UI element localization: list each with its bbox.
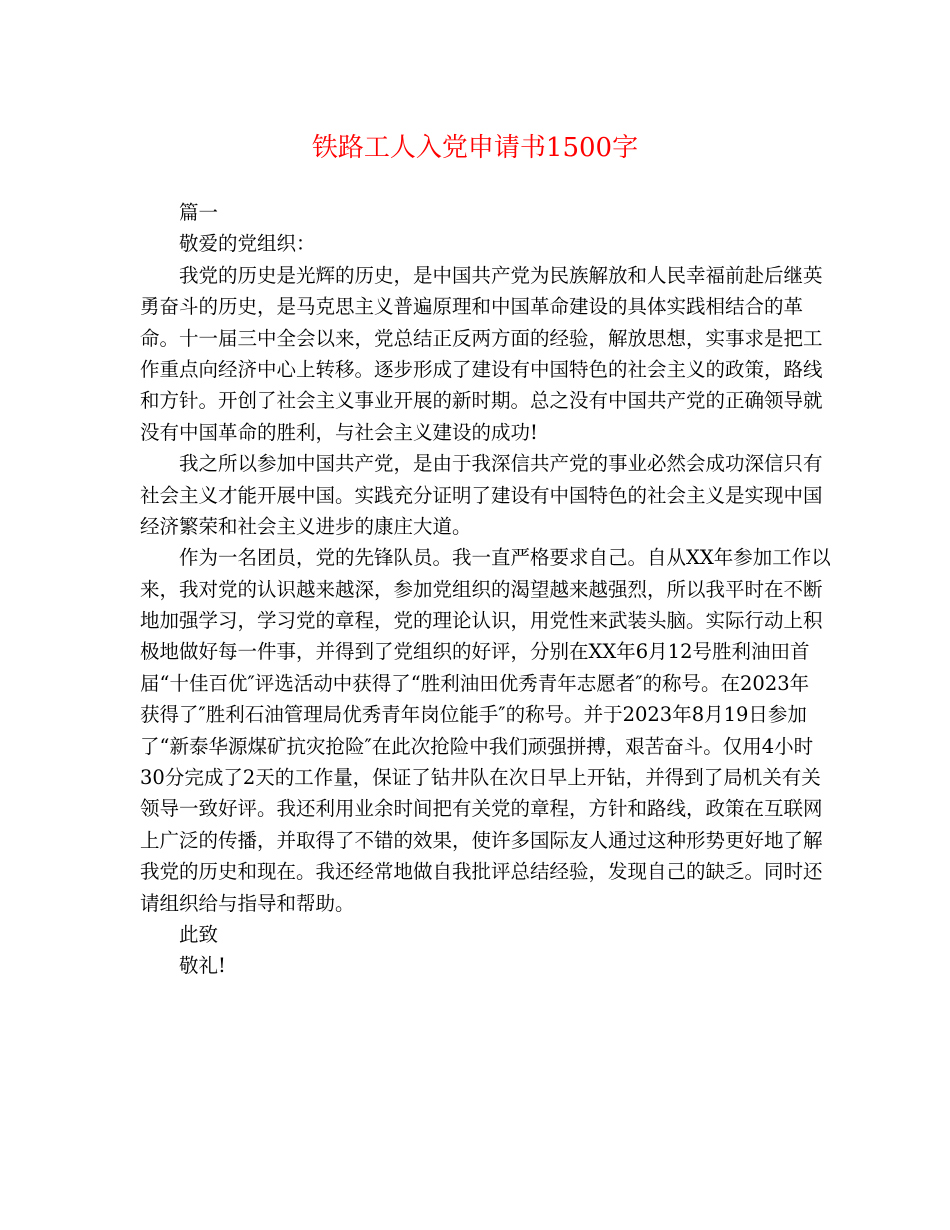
paragraph-line: 命。十一届三中全会以来，党总结正反两方面的经验，解放思想，实事求是把工	[140, 326, 823, 350]
paragraph-line: 极地做好每一件事，并得到了党组织的好评，分别在XX年6月12号胜利油田首	[140, 640, 810, 664]
paragraph-line: 领导一致好评。我还利用业余时间把有关党的章程，方针和路线，政策在互联网	[140, 797, 823, 821]
document-title: 铁路工人入党申请书1500字	[311, 133, 639, 163]
paragraph-line: 我党的历史是光辉的历史，是中国共产党为民族解放和人民幸福前赴后继英	[179, 263, 823, 287]
salutation: 敬爱的党组织：	[179, 232, 316, 256]
paragraph-line: 我之所以参加中国共产党，是由于我深信共产党的事业必然会成功深信只有	[179, 452, 823, 476]
closing-salute: 敬礼!	[179, 954, 226, 978]
paragraph-1	[140, 260, 823, 448]
paragraph-line: 作为一名团员，党的先锋队员。我一直严格要求自己。自从XX年参加工作以	[179, 546, 831, 570]
paragraph-3	[140, 542, 831, 919]
paragraph-line: 社会主义才能开展中国。实践充分证明了建设有中国特色的社会主义是实现中国	[140, 483, 823, 507]
paragraph-line: 届“十佳百优″评选活动中获得了“胜利油田优秀青年志愿者″的称号。在2023年	[140, 671, 810, 695]
document-body	[140, 197, 831, 982]
paragraph-2	[140, 448, 823, 542]
closing-greeting: 此致	[179, 922, 219, 946]
paragraph-line: 没有中国革命的胜利，与社会主义建设的成功!	[140, 420, 538, 444]
paragraph-line: 经济繁荣和社会主义进步的康庄大道。	[140, 514, 472, 538]
paragraph-line: 获得了″胜利石油管理局优秀青年岗位能手″的称号。并于2023年8月19日参加	[140, 703, 807, 727]
paragraph-line: 我党的历史和现在。我还经常地做自我批评总结经验，发现自己的缺乏。同时还	[140, 860, 823, 884]
section-label: 篇一	[179, 201, 219, 224]
paragraph-line: 请组织给与指导和帮助。	[140, 891, 355, 915]
paragraph-line: 了“新泰华源煤矿抗灾抢险″在此次抢险中我们顽强拼搏，艰苦奋斗。仅用4小时	[140, 734, 814, 758]
paragraph-line: 来，我对党的认识越来越深，参加党组织的渴望越来越强烈，所以我平时在不断	[140, 577, 823, 601]
paragraph-line: 30分完成了2天的工作量，保证了钻井队在次日早上开钻，并得到了局机关有关	[140, 766, 821, 790]
paragraph-line: 地加强学习，学习党的章程，党的理论认识，用党性来武装头脑。实际行动上积	[140, 609, 823, 633]
paragraph-line: 作重点向经济中心上转移。逐步形成了建设有中国特色的社会主义的政策，路线	[140, 357, 823, 381]
paragraph-line: 和方针。开创了社会主义事业开展的新时期。总之没有中国共产党的正确领导就	[140, 389, 823, 413]
paragraph-line: 上广泛的传播，并取得了不错的效果，使许多国际友人通过这种形势更好地了解	[140, 828, 823, 852]
paragraph-line: 勇奋斗的历史，是马克思主义普遍原理和中国革命建设的具体实践相结合的革	[140, 295, 804, 319]
